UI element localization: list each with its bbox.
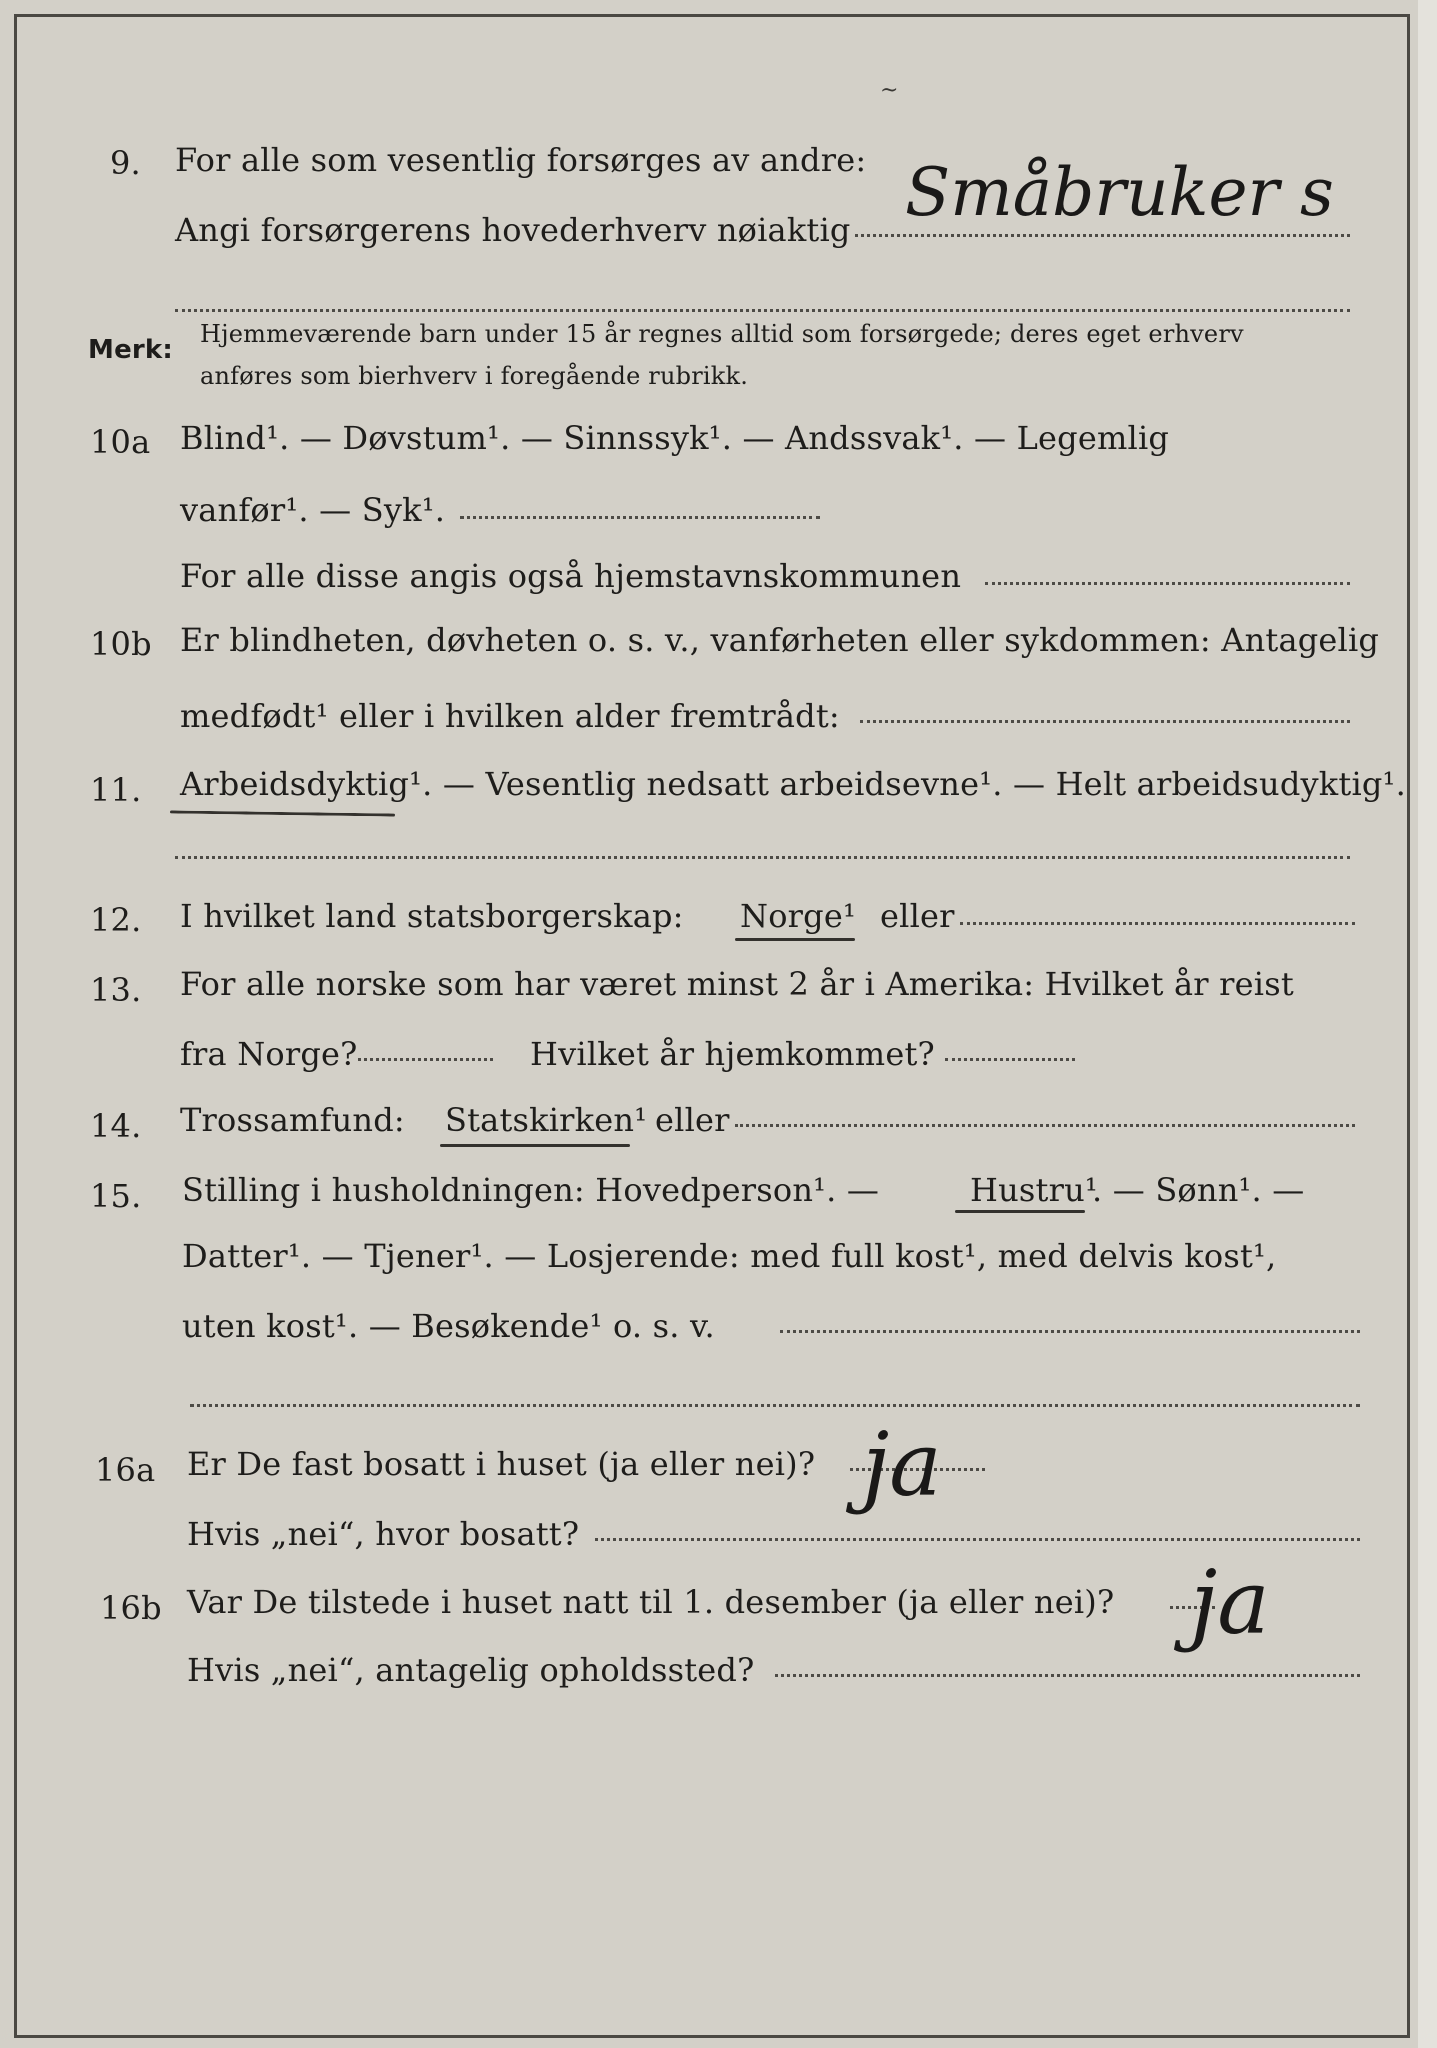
q14-blank (735, 1124, 1355, 1127)
q14-option-statskirken: Statskirken¹ (445, 1101, 648, 1139)
q15-line2: Datter¹. — Tjener¹. — Losjerende: med full kost¹, med delvis kost¹, (182, 1237, 1277, 1275)
q10b-number: 10b (90, 625, 152, 663)
q10b-line1: Er blindheten, døvheten o. s. v., vanførheten eller sykdommen: Antagelig (180, 621, 1380, 659)
q10b-line2: medfødt¹ eller i hvilken alder fremtrådt: (180, 697, 840, 735)
q10b-line2-blank (860, 720, 1350, 723)
q15-line3-blank (780, 1330, 1360, 1333)
merk-line2: anføres som bierhverv i foregående rubrikk. (200, 362, 749, 390)
q13-hjemkommet-blank (945, 1058, 1075, 1061)
q14-suffix: eller (655, 1101, 730, 1139)
q12-option-norge: Norge¹ (740, 897, 857, 935)
q15-hustru-underline (955, 1210, 1085, 1213)
q14-prefix: Trossamfund: (180, 1101, 405, 1139)
q13-line2b: Hvilket år hjemkommet? (530, 1035, 935, 1073)
q10a-line1: Blind¹. — Døvstum¹. — Sinnssyk¹. — Andssvak¹. — Legemlig (180, 419, 1170, 457)
merk-label: Merk: (88, 335, 174, 365)
q10a-number: 10a (90, 423, 151, 461)
q15-line1a: Stilling i husholdningen: Hovedperson¹. — (182, 1171, 880, 1209)
q12-norge-underline (735, 938, 855, 941)
q13-number: 13. (90, 971, 142, 1009)
q9-continuation-line (175, 309, 1350, 312)
q15-continuation-line (190, 1404, 1360, 1407)
q9-line1: For alle som vesentlig forsørges av andre: (175, 141, 867, 179)
merk-line1: Hjemmeværende barn under 15 år regnes alltid som forsørgede; deres eget erhverv (200, 320, 1244, 348)
q9-number: 9. (110, 144, 141, 182)
q12-suffix: eller (880, 897, 955, 935)
q13-line2a: fra Norge? (180, 1035, 358, 1073)
q13-reist-blank (358, 1058, 493, 1061)
q15-line1c: . — Sønn¹. — (1092, 1171, 1305, 1209)
q14-statskirken-underline (440, 1144, 630, 1147)
q12-blank (960, 922, 1355, 925)
q15-number: 15. (90, 1177, 142, 1215)
q11-number: 11. (90, 771, 142, 809)
q11-continuation-line (175, 856, 1350, 859)
q15-option-hustru: Hustru¹ (970, 1171, 1098, 1209)
q16b-line2: Hvis „nei“, antagelig opholdssted? (187, 1651, 755, 1689)
stray-mark: ~ (880, 78, 899, 103)
q11-line1: Arbeidsdyktig¹. — Vesentlig nedsatt arbeidsevne¹. — Helt arbeidsudyktig¹. (180, 765, 1406, 803)
q9-handwritten-answer: Småbruker s (905, 154, 1334, 231)
q13-line1: For alle norske som har været minst 2 år i Amerika: Hvilket år reist (180, 965, 1294, 1003)
q9-line2: Angi forsørgerens hovederhverv nøiaktig (175, 211, 851, 249)
scan-edge-strip (1418, 0, 1437, 2048)
q16a-line1: Er De fast bosatt i huset (ja eller nei)? (187, 1445, 816, 1483)
q10a-line2: vanfør¹. — Syk¹. (180, 491, 446, 529)
q16b-handwritten-answer: ja (1190, 1551, 1270, 1654)
q12-number: 12. (90, 901, 142, 939)
q16a-line2: Hvis „nei“, hvor bosatt? (187, 1515, 580, 1553)
q16a-handwritten-answer: ja (862, 1413, 942, 1516)
q11-arbeidsdyktig-underline (170, 810, 395, 816)
q10a-line3-blank (985, 582, 1350, 585)
q16a-number: 16a (95, 1451, 156, 1489)
q12-prefix: I hvilket land statsborgerskap: (180, 897, 684, 935)
q16b-line2-blank (775, 1674, 1360, 1677)
q9-answer-line (855, 234, 1350, 237)
q16a-line2-blank (595, 1538, 1360, 1541)
q14-number: 14. (90, 1107, 142, 1145)
q10a-line2-blank (460, 516, 820, 519)
q16b-number: 16b (100, 1589, 162, 1627)
q16b-line1: Var De tilstede i huset natt til 1. desember (ja eller nei)? (187, 1583, 1115, 1621)
q10a-line3: For alle disse angis også hjemstavnskommunen (180, 557, 962, 595)
q15-line3: uten kost¹. — Besøkende¹ o. s. v. (182, 1307, 715, 1345)
